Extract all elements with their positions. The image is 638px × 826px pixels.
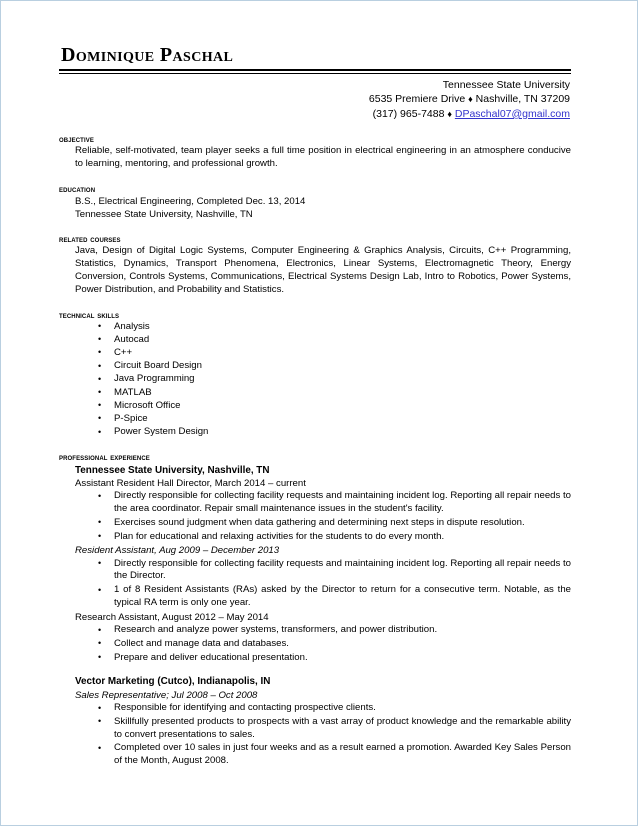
section-professional-experience: [59, 452, 571, 768]
list-item: • Responsible for identifying and contacting prospective clients.: [98, 702, 571, 715]
section-heading-education: education: [59, 183, 96, 194]
job-bullet-list: [59, 490, 571, 543]
resume-sheet: [59, 45, 571, 769]
list-item: • Completed over 10 sales in just four weeks and as a result earned a promotion. Awarded Key Sales Person of the Month, August 2008.: [98, 742, 571, 768]
contact-line-address: [59, 92, 570, 107]
section-heading-professional-experience: professional experience: [59, 451, 150, 462]
list-item: • Collect and manage data and databases.: [98, 638, 571, 651]
job-role: [59, 544, 571, 609]
job-bullet-list: [59, 702, 571, 768]
education-degree-line: B.S., Electrical Engineering, Completed Dec. 13, 2014: [75, 195, 306, 207]
section-heading-related-courses: related courses: [59, 234, 121, 245]
contact-university-text: Tennessee State University: [442, 78, 570, 91]
contact-line-university: [59, 78, 570, 93]
contact-city-text: Nashville, TN 37209: [475, 93, 570, 106]
section-related-courses: [59, 234, 571, 296]
list-item: • Circuit Board Design: [98, 360, 571, 373]
job-role-title: Sales Representative; Jul 2008 – Oct 2008: [75, 689, 258, 701]
list-item: • Prepare and deliver educational presentation.: [98, 652, 571, 665]
list-item: • Exercises sound judgment when data gathering and determining next steps in dispute resolution.: [98, 517, 571, 530]
list-item: • Power System Design: [98, 426, 571, 439]
list-item: • Directly responsible for collecting facility requests and maintaining incident log. Reporting all repair needs to the area coordinator. Repair small maintenance issues in the student's facility.: [98, 490, 571, 516]
contact-block: [59, 78, 571, 122]
job-role-title: Research Assistant, August 2012 – May 2014: [75, 611, 269, 623]
list-item: • Analysis: [98, 321, 571, 334]
section-technical-skills: [59, 310, 571, 439]
contact-line-phone-email: [59, 107, 570, 122]
candidate-name: Dominique Paschal: [61, 44, 234, 66]
technical-skills-list: [59, 321, 571, 439]
related-courses-text: Java, Design of Digital Logic Systems, Computer Engineering & Graphics Analysis, Circuits, C++ Programming, Statistics, Dynamics, Transport Phenomena, Electronics, Linear Systems, Electromagnetic Theory, Energy Conversion, Controls Systems, Communications, Electrical Systems Design Lab, Intro to Robotics, Power Systems, Power Distribution, and Probability and Statistics.: [75, 245, 571, 295]
list-item: • Java Programming: [98, 373, 571, 386]
job-employer: Vector Marketing (Cutco), Indianapolis, IN: [75, 676, 271, 688]
contact-email-link[interactable]: DPaschal07@gmail.com: [454, 107, 570, 120]
job-entry: [59, 464, 571, 665]
list-item: • Skillfully presented products to prospects with a vast array of product knowledge and the remarkable ability to convert presentations to sales.: [98, 716, 571, 742]
job-role-title: Resident Assistant, Aug 2009 – December 2013: [75, 545, 280, 557]
job-role-title: Assistant Resident Hall Director, March 2014 – current: [75, 478, 306, 490]
job-entry: [59, 675, 571, 768]
list-item: • MATLAB: [98, 387, 571, 400]
section-heading-objective: objective: [59, 134, 94, 145]
resume-header: [59, 45, 571, 121]
diamond-separator-icon: ♦: [468, 94, 473, 105]
list-item: • Plan for educational and relaxing activities for the students to do every month.: [98, 531, 571, 544]
list-item: • 1 of 8 Resident Assistants (RAs) asked by the Director to return for a consecutive term. Notable, as the typical RA term is only one year.: [98, 584, 571, 610]
section-education: [59, 184, 571, 221]
list-item: • C++: [98, 347, 571, 360]
job-bullet-list: [59, 558, 571, 610]
list-item: • Directly responsible for collecting facility requests and maintaining incident log. Reporting all repair needs to the Director.: [98, 558, 571, 584]
section-heading-technical-skills: technical skills: [59, 309, 120, 320]
list-item: • Microsoft Office: [98, 400, 571, 413]
contact-phone-text: (317) 965-7488: [372, 107, 445, 120]
education-school-line: Tennessee State University, Nashville, TN: [75, 209, 253, 221]
job-bullet-list: [59, 624, 571, 664]
list-item: • Research and analyze power systems, transformers, and power distribution.: [98, 624, 571, 637]
section-objective: [59, 134, 571, 171]
list-item: • P-Spice: [98, 413, 571, 426]
job-role: [59, 477, 571, 543]
job-role: [59, 611, 571, 665]
header-divider-rule: [59, 69, 571, 74]
list-item: • Autocad: [98, 334, 571, 347]
diamond-separator-icon: ♦: [447, 108, 452, 119]
job-employer: Tennessee State University, Nashville, TN: [75, 464, 270, 476]
contact-street-text: 6535 Premiere Drive: [368, 93, 466, 106]
objective-text: Reliable, self-motivated, team player seeks a full time position in electrical engineering in an atmosphere conducive to learning, mentoring, and professional growth.: [75, 145, 571, 170]
job-role: [59, 689, 571, 768]
